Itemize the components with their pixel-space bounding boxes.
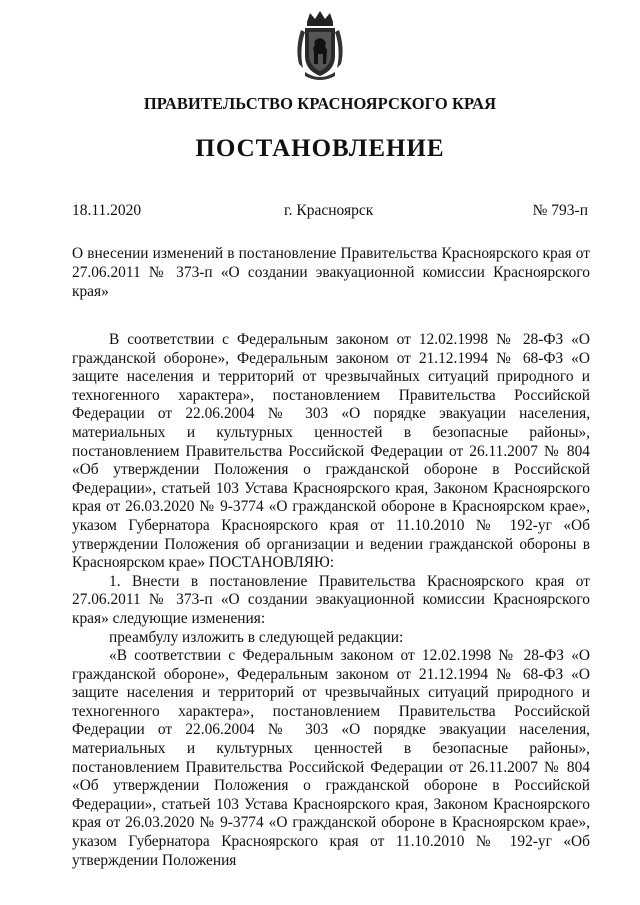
document-subject: О внесении изменений в постановление Правительства Красноярского края от 27.06.2011 № 373-п «О создании эвакуационной комиссии Красноярского края» xyxy=(72,245,590,300)
document-date: 18.11.2020 xyxy=(72,202,142,219)
document-type-title: ПОСТАНОВЛЕНИЕ xyxy=(195,135,445,162)
document-city: г. Красноярск xyxy=(284,202,374,219)
government-name: ПРАВИТЕЛЬСТВО КРАСНОЯРСКОГО КРАЯ xyxy=(143,94,497,113)
preamble-paragraph: В соответствии с Федеральным законом от 12.02.1998 № 28-ФЗ «О гражданской обороне», Федеральным законом от 21.12.1994 № 68-ФЗ «О защите населения и территорий от чрезвычайных ситуаций природного и техногенного характера», постановлением Правительства Российской Федерации от 22.06.2004 № 303 «О порядке эвакуации населения, материальных и культурных ценностей в безопасные районы», постановлением Правительства Российской Федерации от 26.11.2007 № 804 «Об утверждении Положения о гражданской обороне в Российской Федерации», статьей 103 Устава Красноярского края, Законом Красноярского края от 26.03.2020 № 9-3774 «О гражданской обороне в Красноярском крае», указом Губернатора Красноярского края от 11.10.2010 № 192-уг «Об утверждении Положения об организации и ведении гражданской обороны в Красноярском крае» ПОСТАНОВЛЯЮ: xyxy=(72,331,590,572)
new-preamble-paragraph: «В соответствии с Федеральным законом от 12.02.1998 № 28-ФЗ «О гражданской обороне», Федеральным законом от 21.12.1994 № 68-ФЗ «О защите населения и территорий от чрезвычайных ситуаций природного и техногенного характера», постановлением Правительства Российской Федерации от 22.06.2004 № 303 «О порядке эвакуации населения, материальных и культурных ценностей в безопасные районы», постановлением Правительства Российской Федерации от 26.11.2007 № 804 «Об утверждении Положения о гражданской обороне в Российской Федерации», статьей 103 Устава Красноярского края, Законом Красноярского края от 26.03.2020 № 9-3774 «О гражданской обороне в Красноярском крае», указом Губернатора Красноярского края от 11.10.2010 № 192-уг «Об утверждении Положения xyxy=(72,647,590,869)
document-body xyxy=(72,331,590,870)
document-number: № 793-п xyxy=(532,202,588,219)
item-1-paragraph: 1. Внести в постановление Правительства Красноярского края от 27.06.2011 № 373-п «О создании эвакуационной комиссии Красноярского края» следующие изменения: xyxy=(72,572,590,627)
document-meta-row xyxy=(72,202,588,222)
preamble-change-paragraph: преамбулу изложить в следующей редакции: xyxy=(109,628,404,646)
coat-of-arms-icon xyxy=(291,8,349,82)
